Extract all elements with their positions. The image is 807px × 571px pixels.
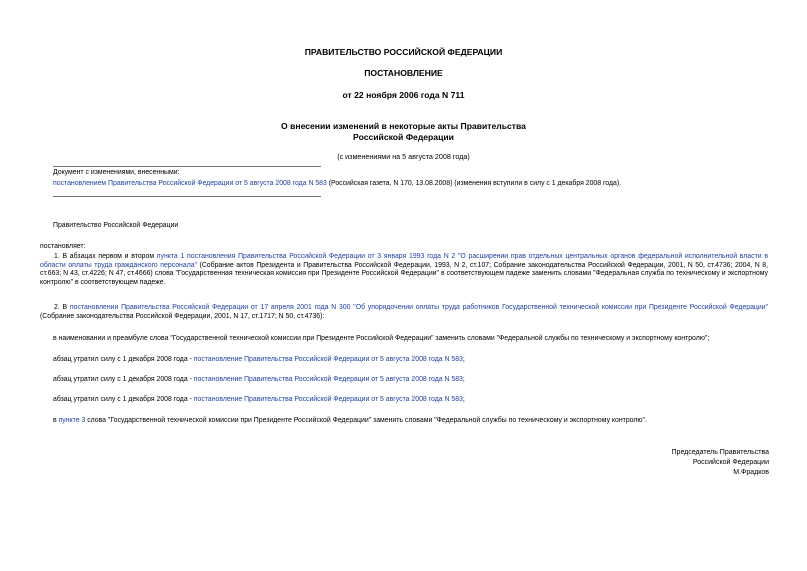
p2-prefix: 2. В bbox=[54, 304, 70, 311]
p1-rest: (Собрание актов Президента и Правительства Российской Федерации, 1993, N 2, ст.107; Собрание законодательства Российской Федерации, 2001, N 50, ст.4736; 2004, N 8, ст.663; N 43, ст.4226; N 47, ст.4666) слова "Государственная техническая комиссия при Президенте Российской Федерации" в соответствующем падеже заменить словами "Федеральная служба по техническому и экспортному контролю" в соответствующем падеже. bbox=[40, 261, 768, 286]
repealed-paragraph-3 bbox=[53, 396, 465, 405]
repealed-end: ; bbox=[462, 356, 465, 363]
p1-link[interactable]: пункта 1 постановления Правительства Российской Федерации от 3 января 1993 года N 2 "О расширении прав отдельных центральных органов федеральной исполнительной власти в области оплаты труда гражданского персонала" bbox=[40, 253, 768, 269]
signature-title: Председатель Правительства bbox=[671, 449, 769, 456]
paragraph-last bbox=[53, 417, 647, 426]
title-line-2: Российской Федерации bbox=[353, 132, 454, 142]
bottom-divider bbox=[53, 196, 321, 197]
issuer: Правительство Российской Федерации bbox=[53, 222, 179, 229]
signature-name: М.Фрадков bbox=[733, 469, 769, 476]
repealed-link[interactable]: постановление Правительства Российской Федерации от 5 августа 2008 года N 583 bbox=[193, 376, 463, 383]
p-last-link[interactable]: пункте 3 bbox=[58, 417, 86, 424]
p-last-rest: слова "Государственной технической комиссии при Президенте Российской Федерации" заменить словами "Федеральной службы по техническому и экспортному контролю". bbox=[85, 417, 647, 424]
amendments-tail: (Российская газета, N 170, 13.08.2008) (изменения вступили в силу с 1 декабря 2008 года). bbox=[326, 180, 622, 187]
decides: постановляет: bbox=[40, 243, 86, 250]
org-heading: ПРАВИТЕЛЬСТВО РОССИЙСКОЙ ФЕДЕРАЦИИ bbox=[304, 47, 503, 57]
amendments-entry bbox=[53, 180, 621, 189]
amended-note: (с изменениями на 5 августа 2008 года) bbox=[337, 152, 470, 161]
repealed-link[interactable]: постановление Правительства Российской Федерации от 5 августа 2008 года N 583 bbox=[193, 396, 463, 403]
p1-prefix: 1. В абзацах первом и втором bbox=[54, 253, 157, 260]
doc-type-heading: ПОСТАНОВЛЕНИЕ bbox=[364, 68, 443, 78]
amendments-link[interactable]: постановлением Правительства Российской Федерации от 5 августа 2008 года N 583 bbox=[53, 180, 327, 187]
top-divider bbox=[53, 166, 321, 167]
title-line-1: О внесении изменений в некоторые акты Правительства bbox=[281, 121, 526, 131]
repealed-paragraph-1 bbox=[53, 356, 465, 365]
repealed-text: абзац утратил силу с 1 декабря 2008 года - bbox=[53, 376, 194, 383]
paragraph-1 bbox=[40, 253, 768, 287]
paragraph-3: в наименовании и преамбуле слова "Государственной технической комиссии при Президенте Российской Федерации" заменить словами "Федеральной службы по техническому и экспортному контролю"; bbox=[53, 335, 710, 342]
repealed-text: абзац утратил силу с 1 декабря 2008 года - bbox=[53, 356, 194, 363]
signature-country: Российской Федерации bbox=[692, 459, 769, 466]
p-last-prefix: в bbox=[53, 417, 59, 424]
p2-rest: (Собрание законодательства Российской Федерации, 2001, N 17, ст.1717; N 50, ст.4736): bbox=[40, 312, 325, 320]
p2-link[interactable]: постановлении Правительства Российской Федерации от 17 апреля 2001 года N 300 "Об упорядочении оплаты труда работников Государственной технической комиссии при Президенте Российской Федерации" bbox=[69, 304, 769, 311]
date-number-heading: от 22 ноября 2006 года N 711 bbox=[342, 90, 465, 100]
repealed-link[interactable]: постановление Правительства Российской Федерации от 5 августа 2008 года N 583 bbox=[193, 356, 463, 363]
repealed-paragraph-2 bbox=[53, 376, 465, 385]
repealed-end: ; bbox=[462, 376, 465, 383]
amendments-intro: Документ с изменениями, внесенными: bbox=[53, 169, 180, 176]
signature-block bbox=[672, 448, 769, 478]
repealed-end: ; bbox=[462, 396, 465, 403]
repealed-text: абзац утратил силу с 1 декабря 2008 года - bbox=[53, 396, 194, 403]
paragraph-2 bbox=[40, 304, 768, 321]
